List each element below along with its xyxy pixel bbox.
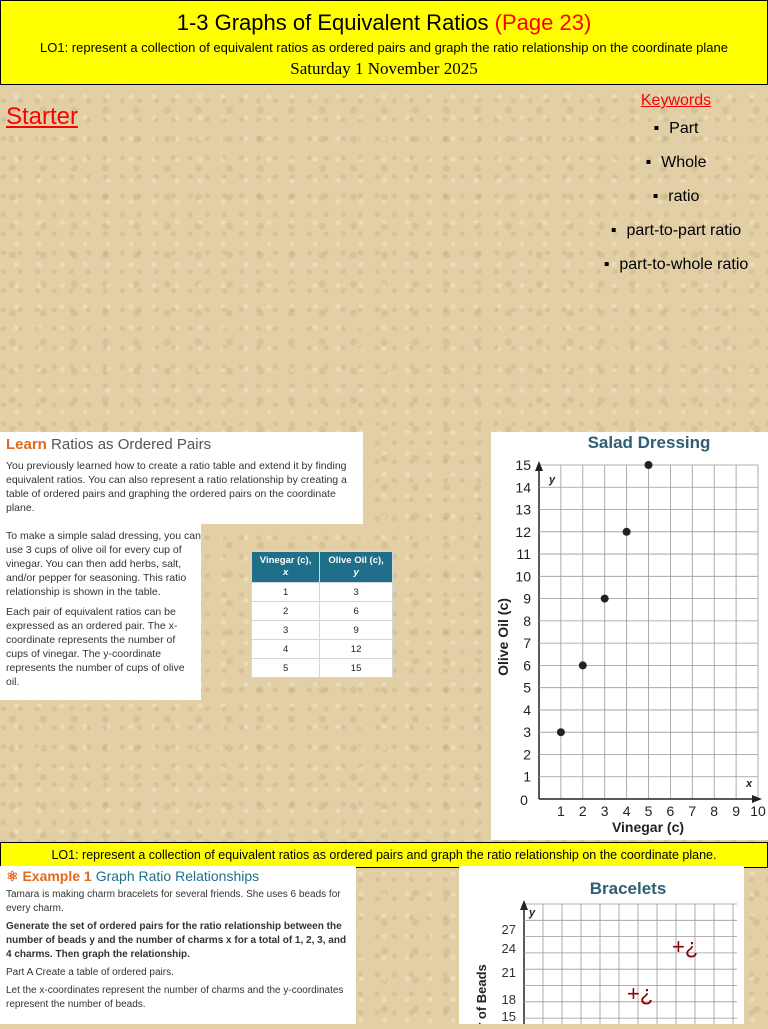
x-axis-label: Vinegar (c) bbox=[611, 819, 685, 835]
bracelets-marker: +¿ bbox=[672, 934, 699, 959]
example-task: Generate the set of ordered pairs for the ratio relationship between the number of beads y and the number of charms x for a total of 1, 2, 3, and 4 charms. Then graph the relationship. bbox=[6, 921, 347, 960]
keywords-heading: Keywords bbox=[640, 92, 712, 109]
x-tick-label: 10 bbox=[750, 803, 766, 819]
example-heading: ⚛ Example 1 Graph Ratio Relationships bbox=[6, 868, 260, 884]
example-para: Let the x-coordinates represent the number of charms and the y-coordinates represent the number of beads. bbox=[6, 985, 344, 1010]
table-cell: 3 bbox=[252, 621, 320, 640]
table-cell: 4 bbox=[252, 640, 320, 659]
table-cell: 5 bbox=[252, 659, 320, 678]
data-point bbox=[623, 528, 631, 536]
example-part-a: Part A Create a table of ordered pairs. bbox=[6, 967, 174, 978]
bracelets-y-tick: 18 bbox=[501, 992, 516, 1007]
table-cell: 15 bbox=[320, 659, 393, 678]
table-header-olive-oil: Olive Oil (c), y bbox=[320, 552, 393, 583]
learning-objective: LO1: represent a collection of equivalent ratios as ordered pairs and graph the ratio relationship on the coordinate plane bbox=[40, 40, 728, 55]
bracelets-y-tick: 27 bbox=[501, 922, 516, 937]
table-row bbox=[252, 640, 393, 659]
learn-intro-text: You previously learned how to create a ratio table and extend it by finding equivalent ratios. You can also represent a ratio relationship by creating a table of ordered pairs and graphing the ordered pairs on the coordinate plane. bbox=[6, 460, 347, 514]
x-tick-label: 9 bbox=[732, 803, 740, 819]
salad-dressing-chart bbox=[491, 432, 768, 840]
x-tick-label: 5 bbox=[644, 803, 653, 819]
y-tick-label: 14 bbox=[515, 479, 531, 496]
bracelets-y-arrow bbox=[520, 900, 528, 910]
bracelets-y-label: r of Beads bbox=[474, 964, 489, 1024]
y-tick-label: 11 bbox=[516, 546, 531, 563]
data-point bbox=[557, 728, 565, 736]
bracelets-chart bbox=[459, 866, 744, 1024]
table-row bbox=[252, 583, 393, 602]
starter-heading: Starter bbox=[6, 103, 79, 130]
x-tick-label: 1 bbox=[557, 803, 565, 819]
y-tick-label: 2 bbox=[523, 746, 531, 763]
y-tick-label: 15 bbox=[515, 457, 531, 473]
bracelets-y-tick: 24 bbox=[501, 941, 516, 956]
data-point bbox=[645, 461, 653, 469]
title-banner bbox=[0, 0, 768, 85]
keyword-item: ▪ part-to-part ratio bbox=[590, 220, 762, 242]
y-tick-label: 13 bbox=[515, 501, 531, 518]
y-tick-label: 4 bbox=[523, 701, 531, 718]
data-point bbox=[601, 595, 609, 603]
data-point bbox=[579, 661, 587, 669]
example-box bbox=[0, 866, 356, 1024]
y-tick-label: 9 bbox=[523, 590, 531, 607]
bracelets-y-tick: 15 bbox=[501, 1009, 516, 1024]
chart-title: Salad Dressing bbox=[587, 433, 711, 452]
bracelets-y-tick: 21 bbox=[501, 965, 516, 980]
x-tick-label: 2 bbox=[578, 803, 587, 819]
table-row bbox=[252, 621, 393, 640]
keyword-item: ▪ ratio bbox=[590, 186, 762, 208]
keywords-panel bbox=[590, 92, 762, 288]
table-cell: 3 bbox=[320, 583, 393, 602]
y-tick-label: 7 bbox=[523, 635, 531, 652]
table-cell: 12 bbox=[320, 640, 393, 659]
table-header-vinegar: Vinegar (c), x bbox=[252, 552, 320, 583]
bracelets-svg bbox=[459, 866, 744, 1024]
salad-dressing-svg bbox=[491, 432, 768, 840]
keyword-item: ▪ part-to-whole ratio bbox=[590, 254, 762, 276]
x-tick-label: 7 bbox=[688, 803, 697, 819]
y-tick-label: 5 bbox=[523, 679, 531, 696]
lesson-title: 1-3 Graphs of Equivalent Ratios (Page 23) bbox=[176, 10, 592, 35]
y-axis-label: Olive Oil (c) bbox=[495, 598, 511, 676]
y-tick-label: 1 bbox=[523, 768, 531, 785]
y-tick-label: 8 bbox=[523, 612, 531, 629]
x-axis-arrow bbox=[752, 795, 762, 803]
learn-para-ordered-pairs: Each pair of equivalent ratios can be expressed as an ordered pair. The x-coordinate represents the number of cups of vinegar. The y-coordinate represents the number of cups of olive oil. bbox=[6, 606, 185, 688]
y-axis-arrow bbox=[535, 461, 543, 471]
learning-objective-bar: LO1: represent a collection of equivalent ratios as ordered pairs and graph the ratio relationship on the coordinate plane. bbox=[0, 842, 768, 868]
table-cell: 6 bbox=[320, 602, 393, 621]
y-variable-label: y bbox=[549, 474, 556, 486]
lesson-date: Saturday 1 November 2025 bbox=[290, 59, 478, 78]
table-cell: 2 bbox=[252, 602, 320, 621]
learn-body-box bbox=[0, 524, 201, 700]
x-tick-label: 4 bbox=[622, 803, 631, 819]
table-row bbox=[252, 659, 393, 678]
y-tick-label: 6 bbox=[523, 657, 531, 674]
x-tick-label: 6 bbox=[666, 803, 675, 819]
bracelets-marker: +¿ bbox=[627, 981, 654, 1006]
learn-intro-box bbox=[0, 432, 363, 524]
keyword-item: ▪ Whole bbox=[590, 152, 762, 174]
origin-label: 0 bbox=[520, 792, 528, 808]
x-tick-label: 3 bbox=[600, 803, 609, 819]
table-row bbox=[252, 602, 393, 621]
learn-heading: Learn Ratios as Ordered Pairs bbox=[6, 436, 212, 453]
example-para: Tamara is making charm bracelets for several friends. She uses 6 beads for every charm. bbox=[6, 889, 341, 914]
ratio-table bbox=[251, 551, 393, 678]
keyword-item: ▪ Part bbox=[590, 118, 762, 140]
bracelets-title: Bracelets bbox=[589, 879, 667, 898]
table-cell: 1 bbox=[252, 583, 320, 602]
page-reference: (Page 23) bbox=[494, 10, 592, 35]
table-cell: 9 bbox=[320, 621, 393, 640]
bracelets-y-variable: y bbox=[529, 907, 536, 919]
x-tick-label: 8 bbox=[710, 803, 719, 819]
x-variable-label: x bbox=[746, 778, 753, 790]
example-text bbox=[6, 888, 350, 1012]
y-tick-label: 12 bbox=[515, 523, 531, 540]
learn-para-dressing: To make a simple salad dressing, you can use 3 cups of olive oil for every cup of vinegar. You can then add herbs, salt, and/or pepper for seasoning. This ratio relationship is shown in the table. bbox=[6, 530, 201, 598]
y-tick-label: 3 bbox=[523, 724, 531, 741]
y-tick-label: 10 bbox=[515, 568, 531, 585]
